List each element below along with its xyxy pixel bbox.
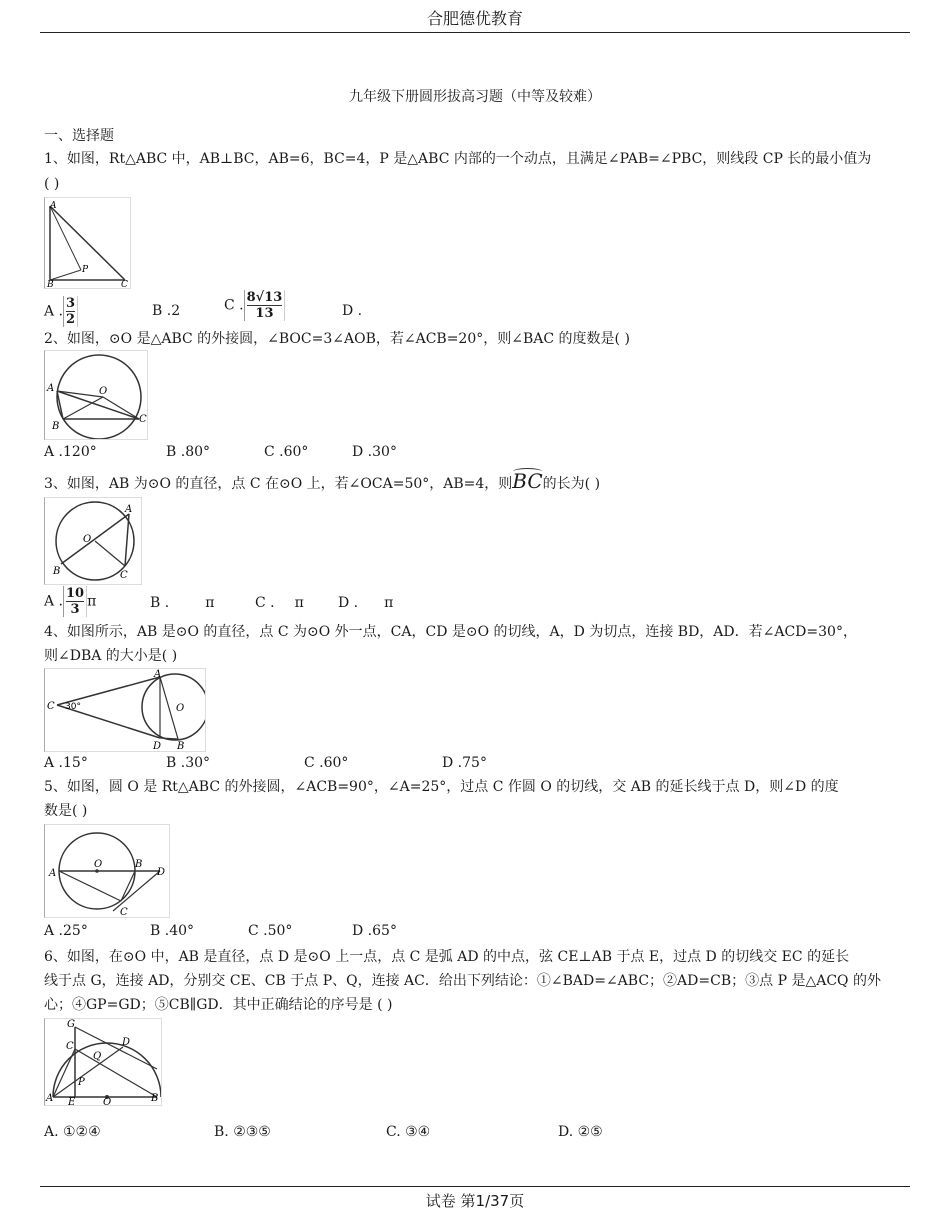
q1-option-a: A . $\frac{3}{2}$ <box>44 296 78 327</box>
q6-figure <box>44 1018 162 1106</box>
q4-label-c: C <box>47 701 55 712</box>
q1-option-c-fraction: $\frac{8√13}{13}$ <box>244 290 286 321</box>
q4-line-1: 4、如图所示，AB 是⊙O 的直径，点 C 为⊙O 外一点，CA，CD 是⊙O 的切线，A，D 为切点，连接 BD，AD．若∠ACD=30°， <box>44 624 857 640</box>
doc-title: 九年级下册圆形拔高习题（中等及较难） <box>349 89 601 105</box>
q5-line-1: 5、如图，圆 O 是 Rt△ABC 的外接圆，∠ACB=90°，∠A=25°，过点 C 作圆 O 的切线，交 AB 的延长线于点 D，则∠D 的度 <box>44 779 839 795</box>
section-heading: 一、选择题 <box>44 128 114 144</box>
q1-label-p: P <box>82 265 89 275</box>
q2-option-b: B .80° <box>166 444 211 460</box>
q1-line-2: ( ) <box>44 176 60 192</box>
q6-option-d: D. ②⑤ <box>558 1124 603 1140</box>
q2-option-a: A .120° <box>44 444 97 460</box>
q6-label-b: B <box>151 1093 159 1104</box>
q4-label-b: B <box>177 741 185 752</box>
q5-label-d: D <box>157 867 166 878</box>
q3-option-a-fraction: $\frac{10}{3}$ <box>63 586 87 617</box>
q6-label-p: P <box>78 1077 85 1088</box>
q6-label-g: G <box>67 1019 75 1030</box>
q1-option-b: B .2 <box>152 303 181 319</box>
q5-label-o: O <box>94 859 103 870</box>
q2-label-b: B <box>52 421 60 432</box>
footer-rule <box>40 1186 910 1187</box>
q4-label-d: D <box>153 741 162 752</box>
q2-label-c: C <box>139 414 147 425</box>
q2-option-d: D .30° <box>352 444 397 460</box>
q3-option-a: A . $\frac{10}{3}$ π <box>44 586 97 617</box>
q5-option-c: C .50° <box>248 923 293 939</box>
q4-option-c: C .60° <box>304 755 349 771</box>
header-rule <box>40 32 910 33</box>
q1-label-c: C <box>121 280 128 289</box>
q3-label-b: B <box>53 566 61 577</box>
q4-label-o: O <box>176 703 185 714</box>
q2-label-o: O <box>99 386 108 397</box>
q1-label-b: B <box>47 280 54 289</box>
q5-label-a: A <box>49 868 57 879</box>
q5-label-c: C <box>120 907 128 918</box>
q6-line-3: 心；④GP=GD；⑤CB∥GD．其中正确结论的序号是 ( ) <box>44 997 393 1013</box>
q6-option-c: C. ③④ <box>386 1124 431 1140</box>
q1-option-c: C . $\frac{8√13}{13}$ <box>224 290 285 321</box>
q3-line-1: 3、如图，AB 为⊙O 的直径，点 C 在⊙O 上，若∠OCA=50°，AB=4，则BC的长为( ) <box>44 469 601 493</box>
q6-label-q: Q <box>93 1051 102 1062</box>
q6-option-b: B. ②③⑤ <box>214 1124 271 1140</box>
q6-label-c: C <box>66 1041 74 1052</box>
q3-label-c: C <box>120 570 128 581</box>
page-footer: 试卷 第1/37页 <box>425 1192 525 1210</box>
q5-option-b: B .40° <box>150 923 195 939</box>
header-org: 合肥德优教育 <box>426 9 523 28</box>
q2-label-a: A <box>47 383 55 394</box>
q4-figure <box>44 668 206 752</box>
q3-option-c: C . π <box>255 595 304 611</box>
q3-option-b: B . π <box>150 595 215 611</box>
q4-option-a: A .15° <box>44 755 88 771</box>
q1-label-a: A <box>50 201 57 211</box>
q3-label-a: A <box>125 504 133 515</box>
q1-figure <box>44 197 131 289</box>
q2-line-1: 2、如图，⊙O 是△ABC 的外接圆，∠BOC=3∠AOB，若∠ACB=20°，则∠BAC 的度数是( ) <box>44 331 630 347</box>
q4-option-d: D .75° <box>442 755 487 771</box>
q2-option-c: C .60° <box>264 444 309 460</box>
q5-line-2: 数是( ) <box>44 803 88 819</box>
q6-label-o: O <box>103 1097 112 1106</box>
q5-option-a: A .25° <box>44 923 88 939</box>
q6-line-1: 6、如图，在⊙O 中，AB 是直径，点 D 是⊙O 上一点，点 C 是弧 AD 的中点，弦 CE⊥AB 于点 E，过点 D 的切线交 EC 的延长 <box>44 949 850 965</box>
q2-figure <box>44 350 148 440</box>
q6-line-2: 线于点 G，连接 AD，分别交 CE、CB 于点 P、Q，连接 AC．给出下列结论：①∠BAD=∠ABC；②AD=CB；③点 P 是△ACQ 的外 <box>44 973 881 989</box>
q3-arc-bc: BC <box>512 469 543 493</box>
q3-option-d: D . π <box>338 595 394 611</box>
q5-label-b: B <box>135 859 143 870</box>
q4-option-b: B .30° <box>166 755 211 771</box>
q5-figure <box>44 824 170 918</box>
q4-line-2: 则∠DBA 的大小是( ) <box>44 648 178 664</box>
q4-label-angle: 30° <box>65 702 81 712</box>
q6-option-a: A. ①②④ <box>44 1124 101 1140</box>
q1-line-1: 1、如图，Rt△ABC 中，AB⊥BC，AB=6，BC=4，P 是△ABC 内部的一个动点，且满足∠PAB=∠PBC，则线段 CP 长的最小值为 <box>44 151 872 167</box>
q6-label-a: A <box>46 1093 54 1104</box>
q3-figure <box>44 497 142 585</box>
q5-option-d: D .65° <box>352 923 397 939</box>
q3-label-o: O <box>83 534 92 545</box>
q4-label-a: A <box>154 669 162 680</box>
q1-option-d: D . <box>342 303 363 319</box>
q6-label-d: D <box>122 1037 131 1048</box>
q1-option-a-fraction: $\frac{3}{2}$ <box>63 296 78 327</box>
q6-label-e: E <box>68 1097 76 1106</box>
